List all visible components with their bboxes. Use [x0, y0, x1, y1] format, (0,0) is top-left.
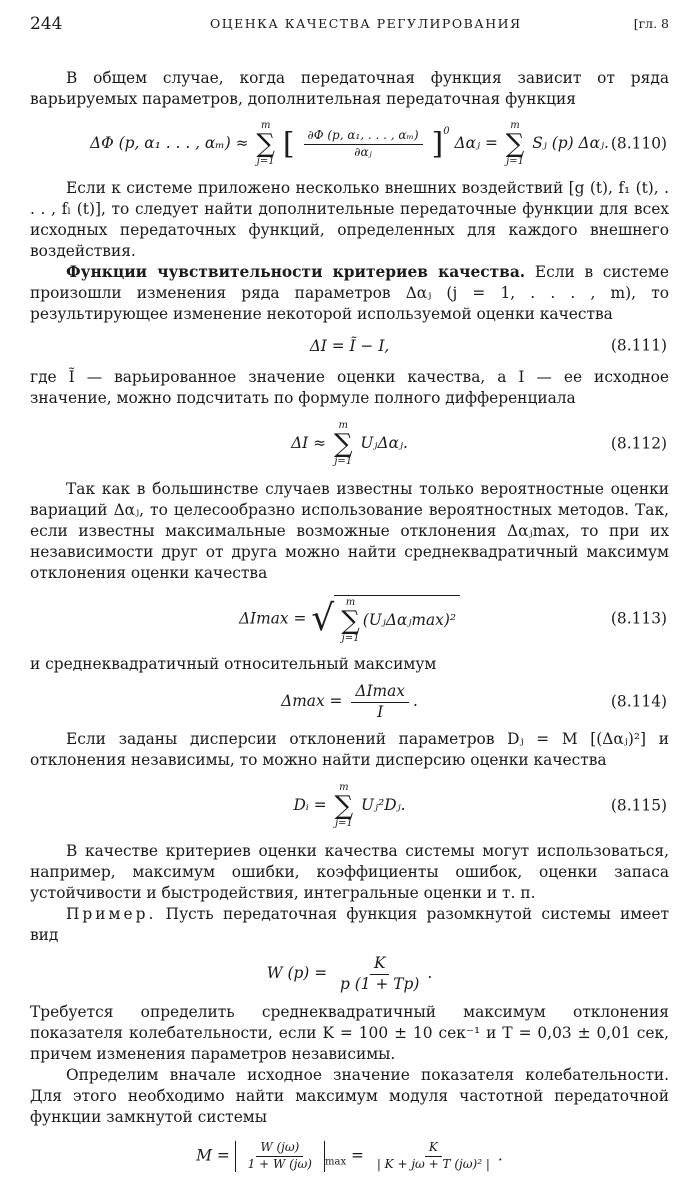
paragraph-1: В общем случае, когда передаточная функция зависит от ряда варьируемых параметров, дополнительная передаточная функция	[30, 69, 669, 108]
eq-8-110-lhs: ΔΦ (p, α₁ . . . , αₘ) ≈	[90, 134, 249, 152]
eq-8-110-sum-1: m ∑ j=1	[256, 120, 275, 167]
square-root: √ m ∑ j=1 (UⱼΔαⱼmax)²	[311, 595, 460, 644]
sum-lower-limit: j=1	[334, 456, 353, 467]
equation-number: (8.111)	[610, 336, 667, 355]
equation-number: (8.114)	[610, 692, 667, 711]
eq-m-abs-value	[235, 1141, 325, 1172]
eq-8-115-lhs: Dᵢ =	[293, 796, 327, 814]
eq-m-tail: .	[497, 1146, 503, 1165]
equation-8-110: ΔΦ (p, α₁ . . . , αₘ) ≈ m ∑ j=1 [ $\frac{\text{∂Φ (p, α₁, . . . , αₘ)}}{\text{∂αⱼ}}$ ]$^0$ Δαⱼ = m ∑ j=1 Sⱼ (p) Δαⱼ. (8.110)	[90, 120, 667, 167]
equation-8-113	[30, 590, 669, 648]
sum-lower-limit: j=1	[506, 156, 524, 167]
fraction-denominator: 1 + W (jω)	[247, 1157, 312, 1172]
running-header	[30, 14, 669, 40]
eq-8-110-partial-fraction	[304, 129, 423, 160]
equation-number: (8.110)	[610, 134, 667, 153]
eq-8-115-sum: m ∑ j=1	[334, 782, 354, 829]
eq-8-110-power: 0	[443, 126, 450, 137]
equation-number: (8.115)	[610, 796, 667, 815]
eq-8-114-lhs: Δmax =	[281, 692, 343, 710]
fraction-numerator: K	[425, 1141, 442, 1157]
example-heading: Пример.	[66, 905, 157, 923]
fraction-denominator: p (1 + Tp)	[340, 974, 420, 993]
equation-resonance-max	[30, 1134, 669, 1180]
fraction-denominator: ∂αⱼ	[354, 144, 372, 159]
paragraph-9	[30, 904, 669, 946]
chapter-marker: [гл. 8	[633, 16, 669, 31]
fraction-numerator: W (jω)	[256, 1141, 303, 1157]
running-title: ОЦЕНКА КАЧЕСТВА РЕГУЛИРОВАНИЯ	[210, 16, 522, 31]
eq-8-111-expression: ΔI = Ĩ − I,	[309, 336, 390, 355]
section-heading-sensitivity: Функции чувствительности критериев качества.	[66, 263, 526, 281]
fraction-numerator: ∂Φ (p, α₁, . . . , αₘ)	[304, 129, 423, 145]
equation-8-114	[30, 681, 669, 723]
sum-lower-limit: j=1	[334, 818, 353, 829]
eq-w-lhs: W (p) =	[266, 964, 328, 982]
fraction-numerator: K	[370, 955, 390, 975]
sum-upper-limit: m	[339, 782, 349, 793]
paragraph-5: Так как в большинстве случаев известны только вероятностные оценки вариаций Δαⱼ, то целесообразно использование вероятностных методов. Так, если известны максимальные возможные отклонения Δαⱼmax, то при их независимости друг от друга можно найти среднеквадратичный максимум отклонения оценки качества	[30, 480, 669, 582]
eq-8-112-lhs: ΔI ≈	[291, 434, 327, 452]
fraction-denominator: | K + jω + T (jω)² |	[376, 1157, 490, 1172]
paragraph-7: Если заданы дисперсии отклонений параметров Dⱼ = M [(Δαⱼ)²] и отклонения независимы, то можно найти дисперсию оценки качества	[30, 730, 669, 769]
eq-m-lhs: M =	[196, 1146, 230, 1165]
eq-8-114-fraction	[351, 683, 409, 721]
equation-transfer-function	[30, 952, 669, 996]
sum-upper-limit: m	[338, 420, 348, 431]
eq-m-fraction-2	[373, 1141, 494, 1172]
sum-lower-limit: j=1	[256, 156, 275, 167]
paragraph-2: Если к системе приложено несколько внешних воздействий [g (t), f₁ (t), . . . , fₗ (t)], то следует найти дополнительные передаточные функции для всех исходных передаточных функций, определенных для каждого внешнего воздействия.	[30, 179, 669, 260]
page-number: 244	[30, 14, 63, 34]
eq-8-113-rhs: (UⱼΔαⱼmax)²	[362, 611, 457, 629]
eq-8-110-sum-2: m ∑ j=1	[505, 120, 525, 167]
eq-8-114-tail: .	[413, 692, 418, 710]
eq-m-subscript: max	[325, 1156, 347, 1168]
paragraph-3	[30, 262, 669, 325]
page-body	[30, 68, 669, 1180]
sum-upper-limit: m	[510, 120, 520, 131]
paragraph-4: где Ĩ — варьированное значение оценки качества, а I — ее исходное значение, можно подсчитать по формуле полного дифференциала	[30, 368, 669, 407]
eq-w-fraction	[336, 955, 423, 993]
paragraph-11: Определим вначале исходное значение показателя колебательности. Для этого необходимо найти максимум модуля частотной передаточной функции замкнутой системы	[30, 1066, 669, 1126]
eq-8-113-lhs: ΔImax =	[238, 609, 307, 627]
paragraph-9-text: Пусть передаточная функция разомкнутой системы имеет вид	[30, 905, 669, 944]
fraction-numerator: ΔImax	[351, 683, 409, 703]
eq-8-110-middle: Δαⱼ =	[454, 134, 498, 152]
eq-m-equals: =	[351, 1146, 364, 1165]
eq-m-fraction-1	[244, 1141, 316, 1172]
paragraph-6: и среднеквадратичный относительный максимум	[30, 655, 437, 673]
eq-8-112-sum: m ∑ j=1	[333, 420, 353, 467]
equation-8-115	[30, 777, 669, 835]
equation-8-112	[30, 415, 669, 473]
eq-8-113-sum: m ∑ j=1	[341, 596, 360, 644]
equation-number: (8.113)	[610, 609, 667, 628]
eq-8-115-rhs: Uⱼ²Dⱼ.	[361, 796, 406, 814]
sum-lower-limit: j=1	[341, 632, 360, 644]
paragraph-10: Требуется определить среднеквадратичный максимум отклонения показателя колебательности, если K = 100 ± 10 сек⁻¹ и T = 0,03 ± 0,01 сек, причем изменения параметров независимы.	[30, 1003, 669, 1063]
sum-upper-limit: m	[345, 596, 356, 608]
sum-upper-limit: m	[260, 120, 271, 131]
eq-8-110-rhs: Sⱼ (p) Δαⱼ.	[532, 134, 609, 152]
equation-number: (8.112)	[610, 434, 667, 453]
eq-w-tail: .	[427, 964, 433, 982]
fraction-denominator: I	[377, 702, 384, 721]
paragraph-8: В качестве критериев оценки качества системы могут использоваться, например, максимум ошибки, коэффициенты ошибок, оценки запаса устойчивости и быстродействия, интегральные оценки и т. п.	[30, 842, 669, 902]
paragraph-3-text: Если в системе произошли изменения ряда параметров Δαⱼ (j = 1, . . . , m), то результирующее изменение некоторой используемой оценки качества	[30, 263, 669, 323]
equation-8-111	[30, 331, 669, 361]
eq-8-112-rhs: UⱼΔαⱼ.	[360, 434, 408, 452]
